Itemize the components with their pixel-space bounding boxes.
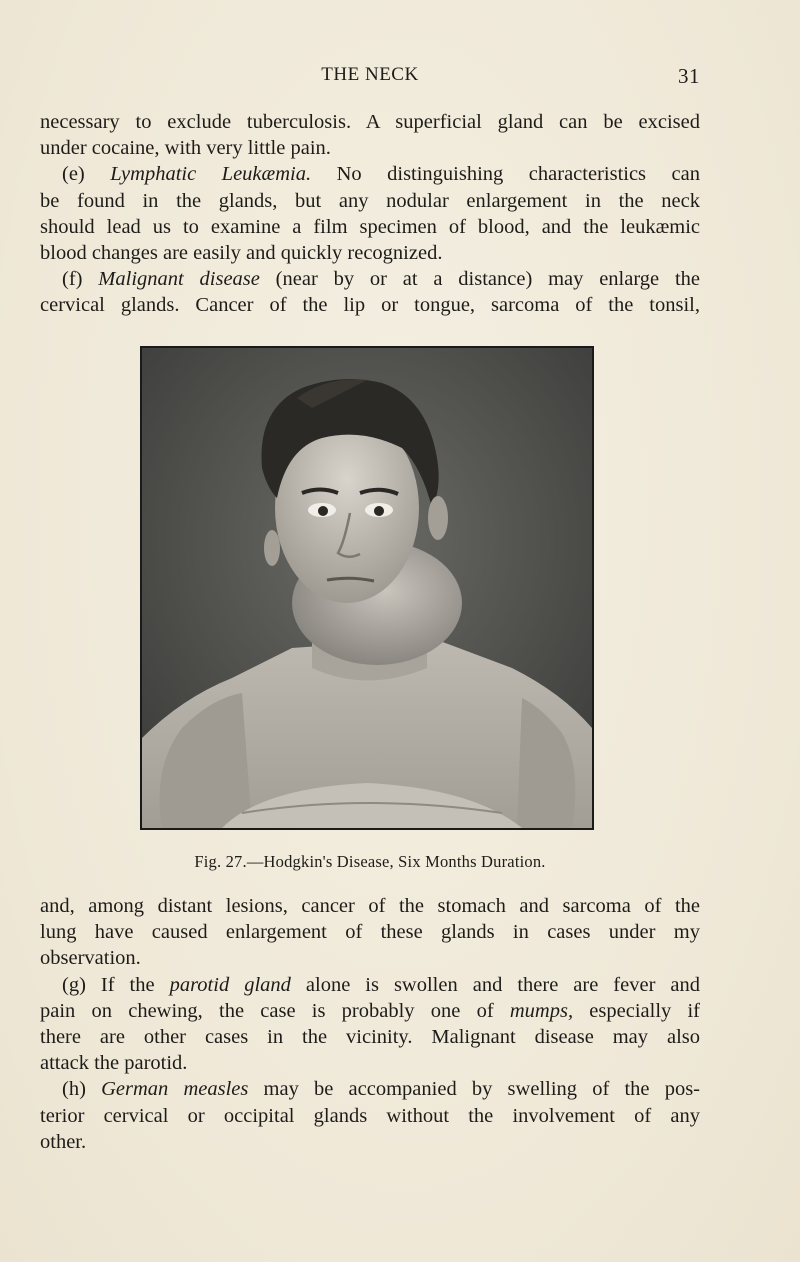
text-run: may be accompanied by swelling of the pos- (248, 1078, 700, 1101)
paragraph-tuberculosis (40, 109, 700, 161)
paragraph-parotid (40, 972, 700, 1077)
text-run: (near by or at a distance) may enlarge the (259, 268, 700, 291)
text-run: (g) If the (62, 973, 170, 996)
text-line: terior cervical or occipital glands without the involvement of any (40, 1104, 700, 1127)
text-line: there are other cases in the vicinity. Malignant disease may also (40, 1026, 700, 1049)
running-head: THE NECK (321, 64, 419, 85)
bottom-text-block (40, 893, 700, 1155)
text-line (40, 161, 700, 187)
text-line: should lead us to examine a film specimen of blood, and the leukæmic (40, 215, 700, 238)
text-line: necessary to exclude tuberculosis. A superficial gland can be excised (40, 111, 700, 133)
paragraph-continuation (40, 893, 700, 972)
text-line (40, 1076, 700, 1102)
figure-caption: Fig. 27.—Hodgkin's Disease, Six Months Duration. (194, 852, 546, 871)
text-line: other. (40, 1130, 87, 1153)
paragraph-measles (40, 1076, 700, 1155)
item-title: German measles (101, 1078, 249, 1101)
text-line: observation. (40, 947, 141, 970)
italic-term: parotid gland (169, 973, 291, 996)
text-run: especially if (573, 999, 701, 1022)
text-line (40, 266, 700, 292)
item-label: (e) (62, 163, 111, 186)
patient-photo-illustration (142, 348, 592, 828)
text-line: be found in the glands, but any nodular enlargement in the neck (40, 189, 700, 212)
paragraph-leukaemia (40, 161, 700, 266)
item-label: (f) (62, 268, 99, 291)
paragraph-malignant (40, 266, 700, 318)
top-text-block (40, 109, 700, 319)
text-line: lung have caused enlargement of these glands in cases under my (40, 921, 700, 944)
text-line: blood changes are easily and quickly recognized. (40, 242, 443, 265)
page-number: 31 (678, 64, 700, 88)
text-line: under cocaine, with very little pain. (40, 137, 331, 160)
text-run: pain on chewing, the case is probably one of (40, 999, 510, 1022)
italic-term: mumps, (509, 999, 574, 1022)
text-line: cervical glands. Cancer of the lip or tongue, sarcoma of the tonsil, (40, 294, 700, 317)
text-line: and, among distant lesions, cancer of the stomach and sarcoma of the (40, 895, 700, 917)
text-run: alone is swollen and there are fever and (290, 973, 700, 996)
text-line (40, 972, 700, 998)
text-line (40, 998, 700, 1024)
item-title: Malignant disease (98, 268, 260, 291)
item-label: (h) (62, 1078, 102, 1101)
figure-photograph (140, 346, 594, 830)
text-run: No distinguishing characteristics can (311, 163, 700, 186)
page-header (40, 64, 700, 92)
item-title: Lymphatic Leukæmia. (110, 163, 312, 186)
text-line: attack the parotid. (40, 1052, 188, 1075)
